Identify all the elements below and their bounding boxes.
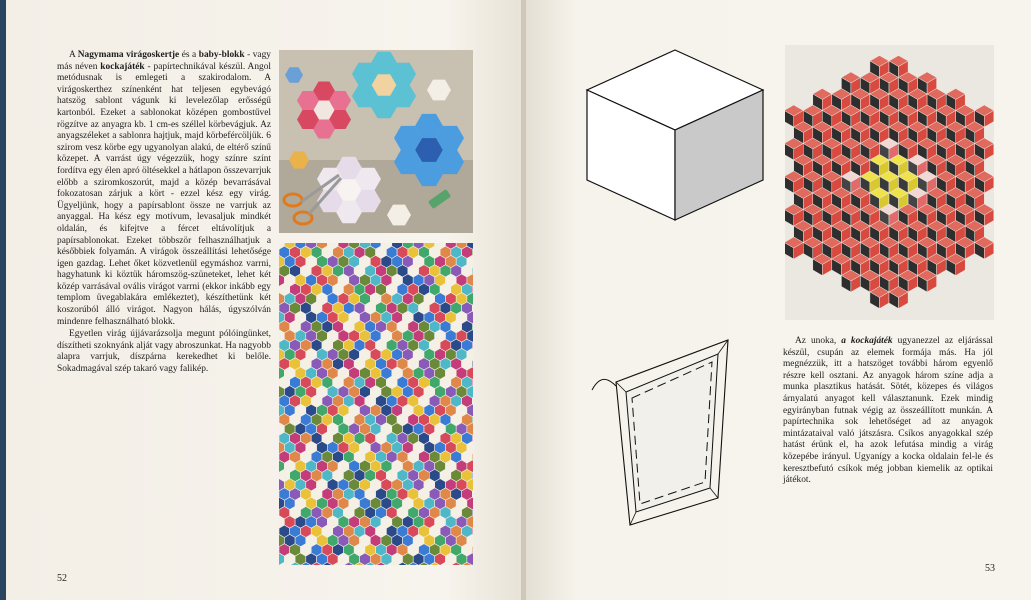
text-span: és a — [179, 50, 199, 60]
text-span: Az unoka, — [795, 336, 842, 346]
bold-term: Nagymama virágoskertje — [77, 50, 180, 60]
right-caption-text — [783, 336, 993, 487]
isometric-cube-diagram — [585, 48, 765, 223]
caption-paragraph — [783, 336, 993, 487]
thread-icon — [592, 379, 616, 390]
text-span: - vagy más néven — [57, 50, 271, 72]
hexagon-pieces-illustration — [279, 50, 473, 233]
tumbling-blocks-quilt-photo — [785, 45, 994, 320]
bold-term: a kockajáték — [841, 336, 893, 346]
page-number-right: 53 — [985, 563, 995, 574]
paragraph-1 — [57, 50, 271, 328]
bold-term: baby-blokk — [198, 50, 245, 60]
flower-garden-quilt-photo — [279, 243, 473, 565]
bold-term: kockajáték — [100, 61, 145, 72]
paragraph-2: Egyetlen virág újjávarázsolja megunt pólóingünket, díszítheti szoknyánk alját vagy abroszunkat. Ha nagyobb alapra varrjuk, díszpárna kerekedhet ki belőle. Sokadmagával szép takaró vagy falikép. — [57, 329, 271, 375]
left-body-text — [57, 50, 271, 376]
page-number-left: 52 — [57, 573, 67, 584]
flower-garden-quilt-illustration — [279, 243, 473, 565]
text-span: A — [69, 50, 78, 60]
text-span: ugyanezzel az eljárással készül, csupán az elemek formája más. Ha jól megnézzük, itt a hatszöget további három egyenlő részre kell osztani. Az anyagok három színe adja a munka plasztikus hatását. Sötét, közepes és világos árnyalatú anyagot kell választanunk. Ezek mindig egyirányban futnak végig az összeállított munkán. A papírtechnika sok lehetőséget ad az anyagok mintázataival való játszásra. Csíkos anyagokkal szép hatást érünk el, ha azok lefutása mindig a virág közepébe irányul. Ugyanígy a kocka oldalain fel-le és keresztbefutó csíkok még jobban kiemelik az optikai játékot. — [783, 336, 993, 486]
hexagon-pieces-photo — [279, 50, 473, 233]
tumbling-blocks-illustration — [785, 45, 994, 320]
fabric-template-diagram — [590, 330, 740, 530]
text-span: - papírtechnikával készül. Angol metódusnak is emlegeti a szakirodalom. A virágoskerthez színenként hat teljesen egybevágó hatszög sablont vágunk ki levelezőlap erősségű kartonból. Ezeket a sablonokat középen gombostűvel rögzítve az anyagra kb. 1 cm-es széllel körbevágjuk. Az anyagszéleket a sablonra hajtjuk, majd körbefércöljük. 6 szirom vesz körbe egy ugyanolyan alakú, de eltérő színű közepet. A varrást úgy végezzük, hogy színre színt fordítva egy élen apró öltésekkel a hátlapon összevarrjuk előbb a sziromkoszorút, majd a közép bevarrásával fokozatosan zárjuk a kört - ezzel kész egy virág. Ügyeljünk, hogy a papírsablont össze ne varrjuk az anyaggal. Ha kész egy motívum, levasaljuk mindkét oldalán, és kifejtve a fércet eltávolítjuk a papírsablonokat. Ezeket többször felhasználhatjuk a későbbiek folyamán. A virágok összeállítási lehetősége igen gazdag. Lehet őket közvetlenül egymáshoz varrni, hagyhatunk ki köztük háromszög-szüneteket, lehet két közép varrásával ovális virágot varrni (ekkor inkább egy templom üvegablakára emlékeztet), készíthetünk két koszorúból álló virágot. Nagyon hálás, úgyszólván mindenre felhasználható blokk. — [57, 61, 271, 327]
